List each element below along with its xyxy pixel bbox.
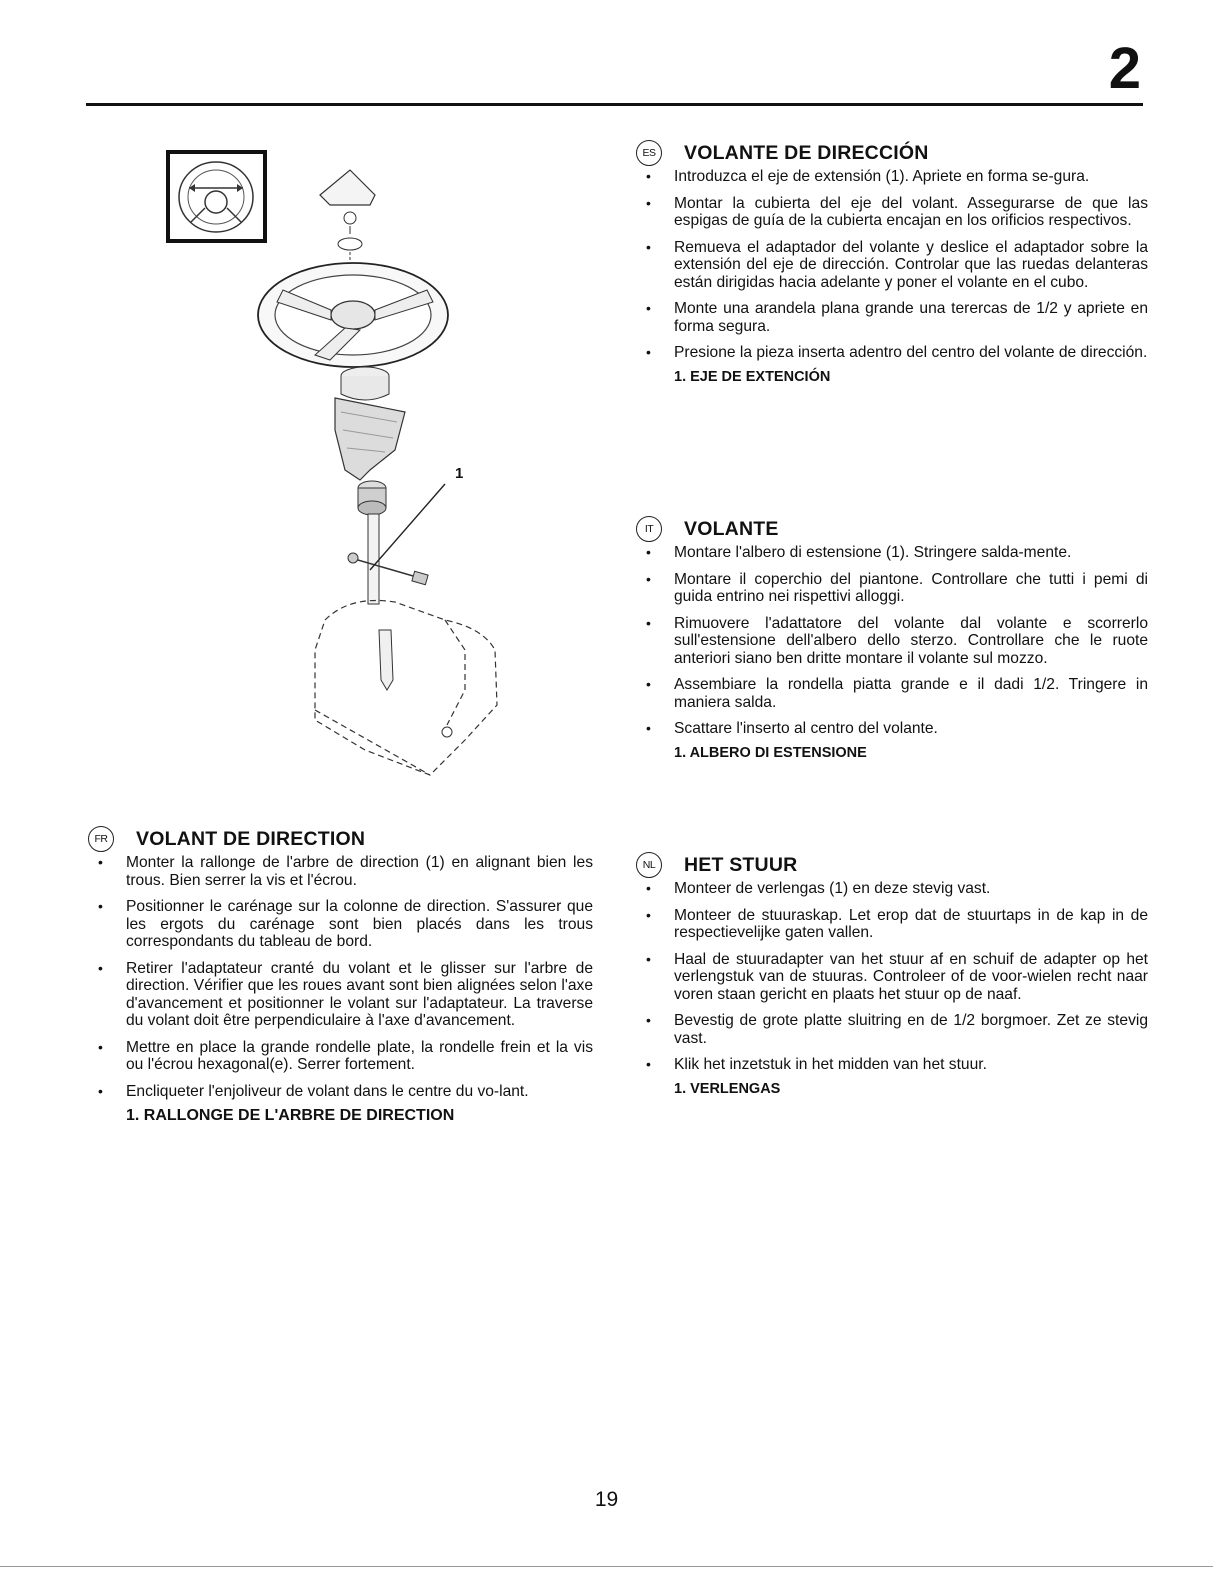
nl-flag-icon: NL	[636, 852, 662, 878]
figure-legend: 1. EJE DE EXTENCIÓN	[674, 368, 831, 385]
section-fr	[88, 826, 593, 1125]
list-item: • Encliqueter l'enjoliveur de volant dans le centre du vo-lant.	[98, 1082, 529, 1100]
section-title: VOLANTE DE DIRECCIÓN	[684, 142, 929, 164]
list-item: • Mettre en place la grande rondelle plate, la rondelle frein et la vis ou l'écrou hexagonal(e). Serrer fortement.	[98, 1038, 593, 1073]
figure-legend: 1. ALBERO DI ESTENSIONE	[674, 744, 867, 761]
list-item: • Monte una arandela plana grande una terercas de 1/2 y apriete en forma segura.	[646, 300, 1148, 335]
figure-legend: 1. RALLONGE DE L'ARBRE DE DIRECTION	[126, 1107, 455, 1124]
list-item: • Monter la rallonge de l'arbre de direction (1) en alignant bien les trous. Bien serrer la vis et l'écrou.	[98, 854, 593, 889]
section-nl	[636, 852, 1148, 1097]
list-item: • Assembiare la rondella piatta grande e il dadi 1/2. Tringere in maniera salda.	[646, 676, 1148, 711]
section-es	[636, 140, 1148, 385]
list-item: • Introduzca el eje de extensión (1). Apriete en forma se-gura.	[646, 168, 1090, 185]
list-item: • Positionner le carénage sur la colonne de direction. S'assurer que les ergots du carénage sont bien placés dans les trous correspondants du tableau de bord.	[98, 898, 593, 950]
list-item: • Haal de stuuradapter van het stuur af en schuif de adapter op het verlengstuk van de stuuras. Controleer of de voor-wielen recht naar voren staan gericht en plaats het stuur op de naaf.	[646, 950, 1148, 1003]
es-flag-icon: ES	[636, 140, 662, 166]
callout-label: 1	[455, 465, 464, 482]
dashboard-outline	[315, 600, 497, 775]
list-item: • Montare il coperchio del piantone. Controllare che tutti i pemi di guida entrino nei rispettivi alloggi.	[646, 570, 1148, 605]
list-item: • Rimuovere l'adattatore del volante dal volante e scorrerlo sull'estensione dell'albero dello sterzo. Controllare che le ruote anteriori siano ben dritte montare il volante sul mozzo.	[646, 614, 1148, 667]
section-title: VOLANT DE DIRECTION	[136, 828, 366, 850]
figure-legend: 1. VERLENGAS	[674, 1080, 781, 1097]
list-item: • Bevestig de grote platte sluitring en de 1/2 borgmoer. Zet ze stevig vast.	[646, 1012, 1148, 1047]
fr-flag-icon: FR	[88, 826, 114, 852]
it-flag-icon: IT	[636, 516, 662, 542]
list-item: • Monteer de verlengas (1) en deze stevig vast.	[646, 880, 991, 897]
list-item: • Klik het inzetstuk in het midden van het stuur.	[646, 1056, 987, 1073]
section-title: VOLANTE	[684, 518, 779, 540]
list-item: • Presione la pieza inserta adentro del centro del volante de dirección.	[646, 344, 1148, 361]
list-item: • Scattare l'inserto al centro del volante.	[646, 720, 938, 737]
list-item: • Montar la cubierta del eje del volant. Assegurarse de que las espigas de guía de la cubierta encajan en los orificios respectivos.	[646, 194, 1148, 229]
list-item: • Montare l'albero di estensione (1). Stringere salda-mente.	[646, 544, 1072, 561]
header-rule	[86, 103, 1143, 106]
steering-adapter	[358, 481, 386, 515]
chapter-number: 2	[1108, 36, 1141, 101]
inset-wheel-icon	[168, 152, 265, 241]
footer-rule	[0, 1566, 1213, 1567]
section-title: HET STUUR	[684, 854, 798, 876]
list-item: • Monteer de stuuraskap. Let erop dat de stuurtaps in de kap in de respectievelijke gaten vallen.	[646, 906, 1148, 941]
list-item: • Retirer l'adaptateur cranté du volant et le glisser sur l'arbre de direction. Vérifier que les roues avant sont bien alignées selon l'axe d'avancement et positionner le volant sur l'adaptateur. La traverse du volant doit être perpendiculaire à l'axe d'avancement.	[98, 959, 593, 1029]
assembly-drawing	[165, 150, 505, 790]
section-it	[636, 516, 1148, 761]
page-number: 19	[594, 1488, 619, 1511]
steering-wheel-assembly-illustration	[165, 150, 505, 790]
column-cover	[335, 367, 405, 480]
steering-wheel	[258, 263, 448, 367]
list-item: • Remueva el adaptador del volante y deslice el adaptador sobre la extensión del eje de dirección. Controlar que las ruedas delanteras están dirigidas hacia adelante y poner el volante en el cubo.	[646, 238, 1148, 291]
steering-shaft	[348, 514, 428, 604]
